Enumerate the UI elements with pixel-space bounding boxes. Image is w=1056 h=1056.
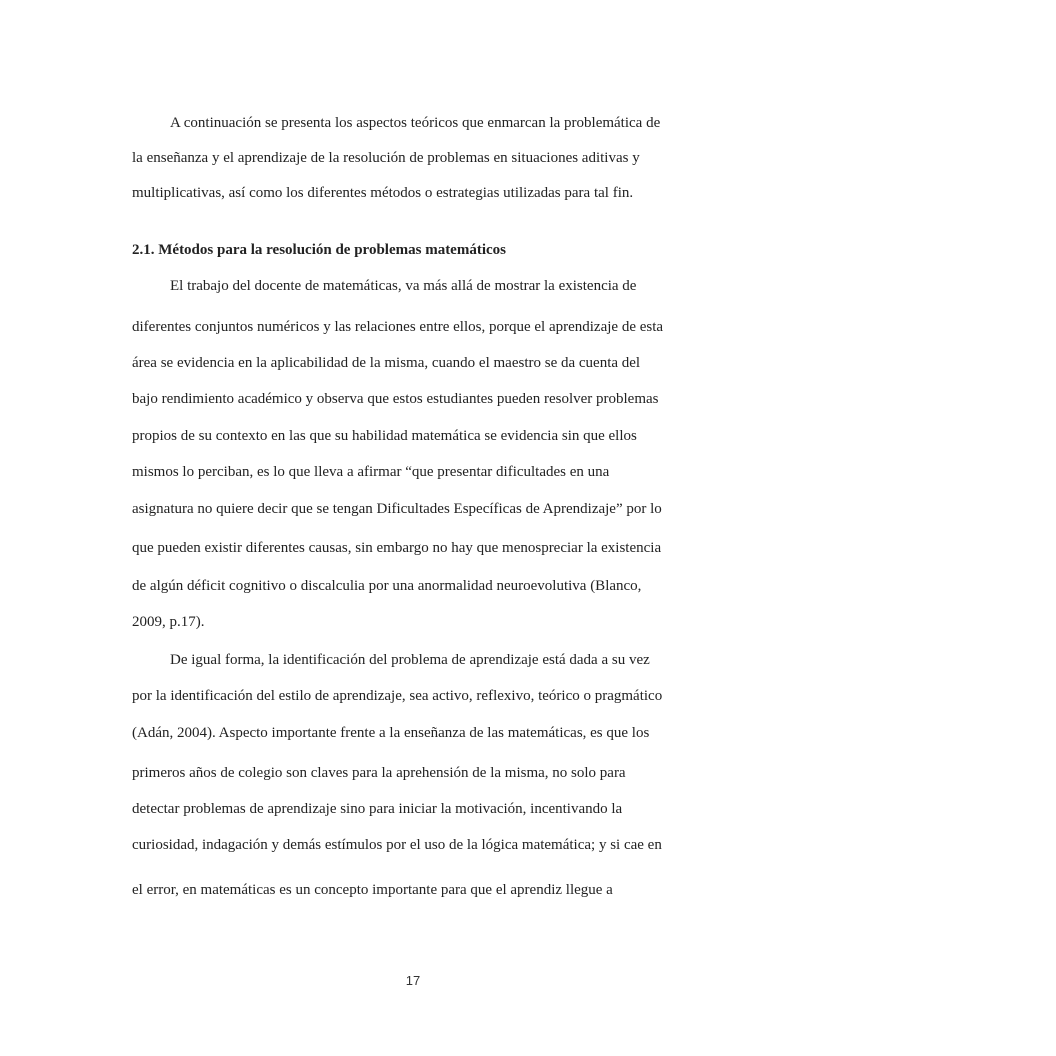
body-line: El trabajo del docente de matemáticas, va más allá de mostrar la existencia de — [170, 278, 637, 294]
intro-line: la enseñanza y el aprendizaje de la resolución de problemas en situaciones aditivas y — [132, 150, 640, 166]
body-line: (Adán, 2004). Aspecto importante frente a la enseñanza de las matemáticas, es que los — [132, 725, 650, 741]
page-number: 17 — [405, 973, 421, 988]
body-line: De igual forma, la identificación del problema de aprendizaje está dada a su vez — [170, 652, 650, 668]
body-line: propios de su contexto en las que su habilidad matemática se evidencia sin que ellos — [132, 428, 637, 444]
body-line: primeros años de colegio son claves para la aprehensión de la misma, no solo para — [132, 765, 626, 781]
body-line: diferentes conjuntos numéricos y las relaciones entre ellos, porque el aprendizaje de esta — [132, 319, 664, 335]
body-line: por la identificación del estilo de aprendizaje, sea activo, reflexivo, teórico o pragmático — [132, 688, 663, 704]
body-line: que pueden existir diferentes causas, sin embargo no hay que menospreciar la existencia — [132, 540, 662, 556]
body-line: mismos lo perciban, es lo que lleva a afirmar “que presentar dificultades en una — [132, 464, 610, 480]
intro-line: A continuación se presenta los aspectos teóricos que enmarcan la problemática de — [170, 115, 661, 131]
body-line: curiosidad, indagación y demás estímulos por el uso de la lógica matemática; y si cae en — [132, 837, 662, 853]
body-line: de algún déficit cognitivo o discalculia por una anormalidad neuroevolutiva (Blanco, — [132, 578, 642, 594]
body-line: detectar problemas de aprendizaje sino para iniciar la motivación, incentivando la — [132, 801, 623, 817]
body-line: el error, en matemáticas es un concepto importante para que el aprendiz llegue a — [132, 882, 613, 898]
body-line: asignatura no quiere decir que se tengan Dificultades Específicas de Aprendizaje” por lo — [132, 501, 662, 517]
body-line: 2009, p.17). — [132, 614, 205, 630]
body-line: bajo rendimiento académico y observa que estos estudiantes pueden resolver problemas — [132, 391, 659, 407]
intro-line: multiplicativas, así como los diferentes métodos o estrategias utilizadas para tal fin. — [132, 185, 634, 201]
section-heading: 2.1. Métodos para la resolución de problemas matemáticos — [132, 242, 506, 258]
body-line: área se evidencia en la aplicabilidad de la misma, cuando el maestro se da cuenta del — [132, 355, 641, 371]
